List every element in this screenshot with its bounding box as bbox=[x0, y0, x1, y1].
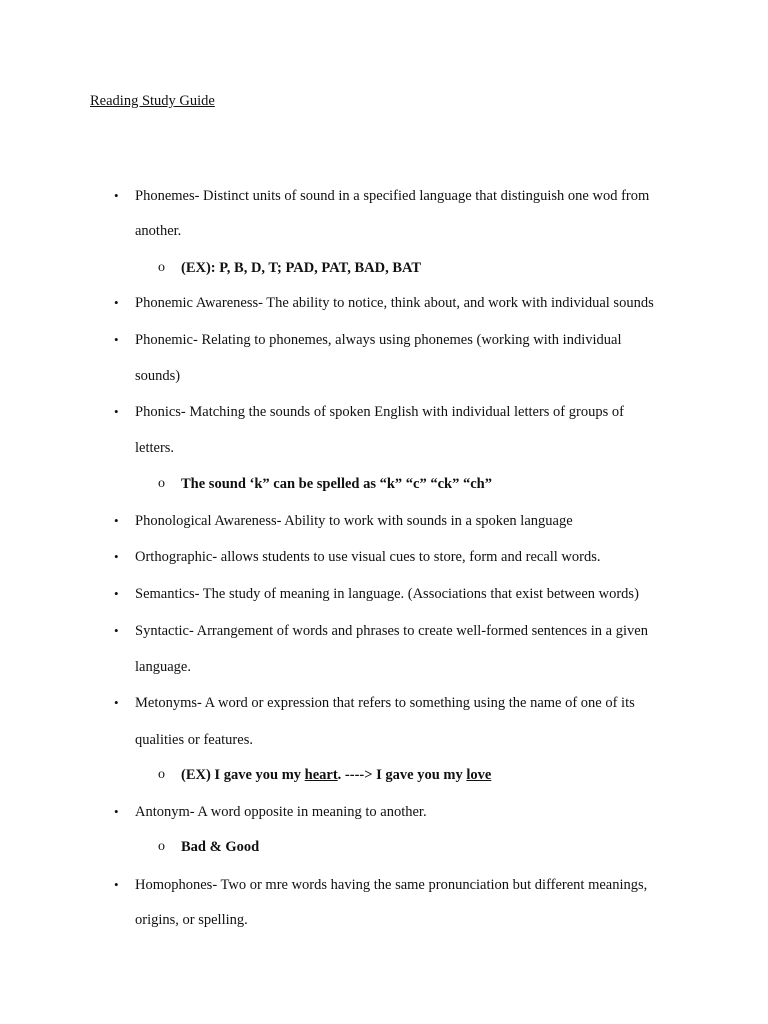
bullet-icon: • bbox=[114, 513, 119, 528]
bullet-icon: • bbox=[114, 586, 119, 601]
item-syntactic-line-2: language. bbox=[135, 659, 191, 675]
bullet-icon: • bbox=[114, 295, 119, 310]
item-phonological-awareness: Phonological Awareness- Ability to work with sounds in a spoken language bbox=[135, 513, 573, 529]
item-antonym: Antonym- A word opposite in meaning to another. bbox=[135, 804, 427, 820]
item-semantics: Semantics- The study of meaning in language. (Associations that exist between words) bbox=[135, 586, 639, 602]
item-phonics-example: The sound ‘k” can be spelled as “k” “c” “ck” “ch” bbox=[181, 476, 492, 492]
item-phonemic-awareness: Phonemic Awareness- The ability to notice, think about, and work with individual sounds bbox=[135, 295, 654, 311]
item-metonyms-line-1: Metonyms- A word or expression that refers to something using the name of one of its bbox=[135, 695, 635, 711]
bullet-icon: • bbox=[114, 549, 119, 564]
item-metonyms-line-2: qualities or features. bbox=[135, 732, 253, 748]
bullet-icon: • bbox=[114, 804, 119, 819]
document-title: Reading Study Guide bbox=[90, 93, 215, 109]
item-phonemes-example: (EX): P, B, D, T; PAD, PAT, BAD, BAT bbox=[181, 260, 422, 276]
sub-bullet-icon: o bbox=[158, 260, 165, 275]
item-phonemic-line-1: Phonemic- Relating to phonemes, always using phonemes (working with individual bbox=[135, 332, 622, 348]
example-text-part: . ----> I gave you my bbox=[337, 767, 467, 783]
bullet-icon: • bbox=[114, 623, 119, 638]
item-phonemic-line-2: sounds) bbox=[135, 368, 181, 384]
item-orthographic: Orthographic- allows students to use visual cues to store, form and recall words. bbox=[135, 549, 601, 565]
item-phonics-line-2: letters. bbox=[135, 440, 175, 456]
bullet-icon: • bbox=[114, 188, 119, 203]
item-homophones-line-2: origins, or spelling. bbox=[135, 912, 248, 928]
item-antonym-example: Bad & Good bbox=[181, 839, 260, 855]
item-phonics-line-1: Phonics- Matching the sounds of spoken English with individual letters of groups of bbox=[135, 404, 624, 420]
bullet-icon: • bbox=[114, 695, 119, 710]
item-syntactic-line-1: Syntactic- Arrangement of words and phrases to create well-formed sentences in a given bbox=[135, 623, 648, 639]
sub-bullet-icon: o bbox=[158, 767, 165, 782]
bullet-icon: • bbox=[114, 404, 119, 419]
bullet-icon: • bbox=[114, 332, 119, 347]
sub-bullet-icon: o bbox=[158, 839, 165, 854]
item-homophones-line-1: Homophones- Two or mre words having the same pronunciation but different meanings, bbox=[135, 877, 648, 893]
item-metonyms-example bbox=[181, 766, 491, 784]
bullet-icon: • bbox=[114, 877, 119, 892]
example-text-part: (EX) I gave you my bbox=[181, 767, 305, 783]
example-underlined-word: love bbox=[466, 767, 492, 783]
item-phonemes-line-1: Phonemes- Distinct units of sound in a specified language that distinguish one wod from bbox=[135, 188, 650, 204]
sub-bullet-icon: o bbox=[158, 476, 165, 491]
example-underlined-word: heart bbox=[304, 767, 338, 783]
item-phonemes-line-2: another. bbox=[135, 223, 182, 239]
